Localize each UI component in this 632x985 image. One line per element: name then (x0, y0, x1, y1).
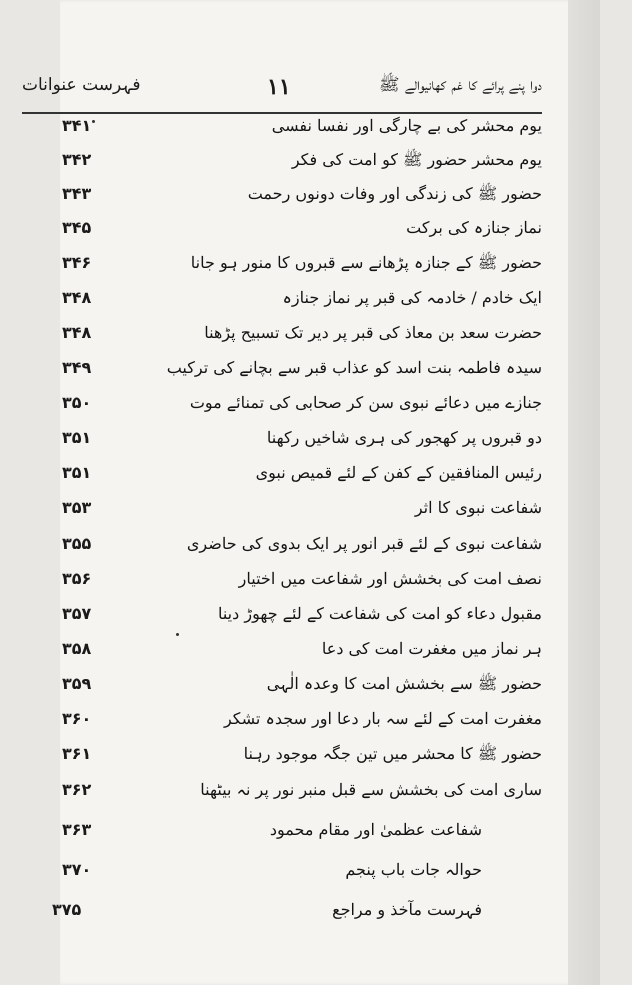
toc-entry (22, 670, 542, 704)
toc-entry (22, 389, 542, 423)
toc-entry (22, 214, 542, 248)
toc-entry-page: ۳۵۶ (62, 569, 92, 588)
toc-entry-page: ۳۷۵ (52, 900, 82, 919)
toc-entry-title: سیدہ فاطمہ بنت اسد کو عذاب قبر سے بچانے کی ترکیب (166, 358, 542, 377)
toc-entry-page: ۳۵۳ (62, 498, 92, 517)
toc-entry-title: حضور ﷺ سے بخشش امت کا وعدہ الٰہی (266, 674, 542, 693)
toc-entry-title: نماز جنازہ کی برکت (406, 218, 542, 237)
toc-entry (22, 635, 542, 669)
toc-entry-title: حضور ﷺ کا محشر میں تین جگہ موجود رہنا (243, 744, 542, 763)
toc-entry (22, 424, 542, 458)
toc-entry-page: ۳۴۱ (62, 116, 92, 135)
toc-entry-title: حضور ﷺ کی زندگی اور وفات دونوں رحمت (247, 184, 542, 203)
toc-entry (22, 354, 542, 388)
toc-entry (22, 776, 542, 810)
toc-entry-page: ۳۴۸ (62, 288, 92, 307)
toc-entry (22, 180, 542, 214)
toc-entry (22, 856, 542, 890)
toc-entry-page: ۳۵۰ (62, 393, 92, 412)
toc-entry-title: شفاعت نبوی کا اثر (414, 498, 542, 517)
page-number: ۱۱ (267, 74, 291, 100)
ink-speck (176, 633, 179, 636)
toc-entry-page: ۳۴۲ (62, 150, 92, 169)
header-running-title: دوا پنے پرائے کا غم کھانیوالے ﷺ (379, 75, 542, 95)
toc-entry-page: ۳۵۱ (62, 463, 92, 482)
toc-entry-title: حضور ﷺ کے جنازہ پڑھانے سے قبروں کا منور ہو جانا (190, 253, 542, 272)
toc-entry-page: ۳۶۲ (62, 780, 92, 799)
header-section-title: فہرست عنوانات (22, 75, 141, 95)
ink-speck (92, 120, 95, 123)
toc-entry-page: ۳۴۹ (62, 358, 92, 377)
toc-entry-title: حوالہ جات باب پنجم (345, 860, 482, 879)
toc-entry-page: ۳۷۰ (62, 860, 92, 879)
toc-entry (22, 459, 542, 493)
toc-entry (22, 249, 542, 283)
toc-entry-page: ۳۴۳ (62, 184, 92, 203)
toc-entry-page: ۳۴۵ (62, 218, 92, 237)
toc-entry-title: دو قبروں پر کھجور کی ہری شاخیں رکھنا (266, 428, 542, 447)
toc-entry (22, 319, 542, 353)
toc-entry-title: شفاعت نبوی کے لئے قبر انور پر ایک بدوی کی حاضری (186, 534, 542, 553)
toc-entry (22, 284, 542, 318)
toc-entry-page: ۳۵۹ (62, 674, 92, 693)
toc-entry-page: ۳۴۶ (62, 253, 92, 272)
toc-entry-page: ۳۵۸ (62, 639, 92, 658)
toc-entry-title: یوم محشر کی بے چارگی اور نفسا نفسی (271, 116, 542, 135)
toc-entry-page: ۳۶۱ (62, 744, 92, 763)
toc-entry (22, 494, 542, 528)
toc-entry-page: ۳۵۵ (62, 534, 92, 553)
toc-entry-page: ۳۵۷ (62, 604, 92, 623)
toc-entry (22, 530, 542, 564)
toc-entry-title: مقبول دعاء کو امت کی شفاعت کے لئے چھوڑ دینا (217, 604, 542, 623)
toc-entry-title: حضرت سعد بن معاذ کی قبر پر دیر تک تسبیح پڑھنا (204, 323, 542, 342)
toc-entry-title: یوم محشر حضور ﷺ کو امت کی فکر (291, 150, 542, 169)
toc-entry-page: ۳۴۸ (62, 323, 92, 342)
toc-entry-title: مغفرت امت کے لئے سہ بار دعا اور سجدہ تشکر (223, 709, 542, 728)
toc-entry (22, 740, 542, 774)
toc-entry-page: ۳۶۳ (62, 820, 92, 839)
page-edge (568, 0, 600, 985)
toc-entry-page: ۳۵۱ (62, 428, 92, 447)
toc-entry (22, 816, 542, 850)
toc-entry-title: شفاعت عظمیٰ اور مقام محمود (269, 820, 482, 839)
toc-entry (22, 705, 542, 739)
toc-entry (22, 565, 542, 599)
toc-entry (22, 112, 542, 146)
toc-entry-title: ہر نماز میں مغفرت امت کی دعا (321, 639, 542, 658)
toc-entry-title: ایک خادم / خادمہ کی قبر پر نماز جنازہ (282, 288, 542, 307)
toc-entry (22, 146, 542, 180)
toc-entry-title: نصف امت کی بخشش اور شفاعت میں اختیار (238, 569, 542, 588)
toc-entry-title: رئیس المنافقین کے کفن کے لئے قمیص نبوی (255, 463, 542, 482)
toc-entry-title: جنازے میں دعائے نبوی سن کر صحابی کی تمنائے موت (189, 393, 542, 412)
toc-entry-title: فہرست مآخذ و مراجع (332, 900, 482, 919)
toc-entry-title: ساری امت کی بخشش سے قبل منبر نور پر نہ بیٹھنا (200, 780, 542, 799)
toc-entry-page: ۳۶۰ (62, 709, 92, 728)
page-header (22, 60, 542, 114)
toc-entry (22, 600, 542, 634)
toc-entry (22, 896, 542, 930)
